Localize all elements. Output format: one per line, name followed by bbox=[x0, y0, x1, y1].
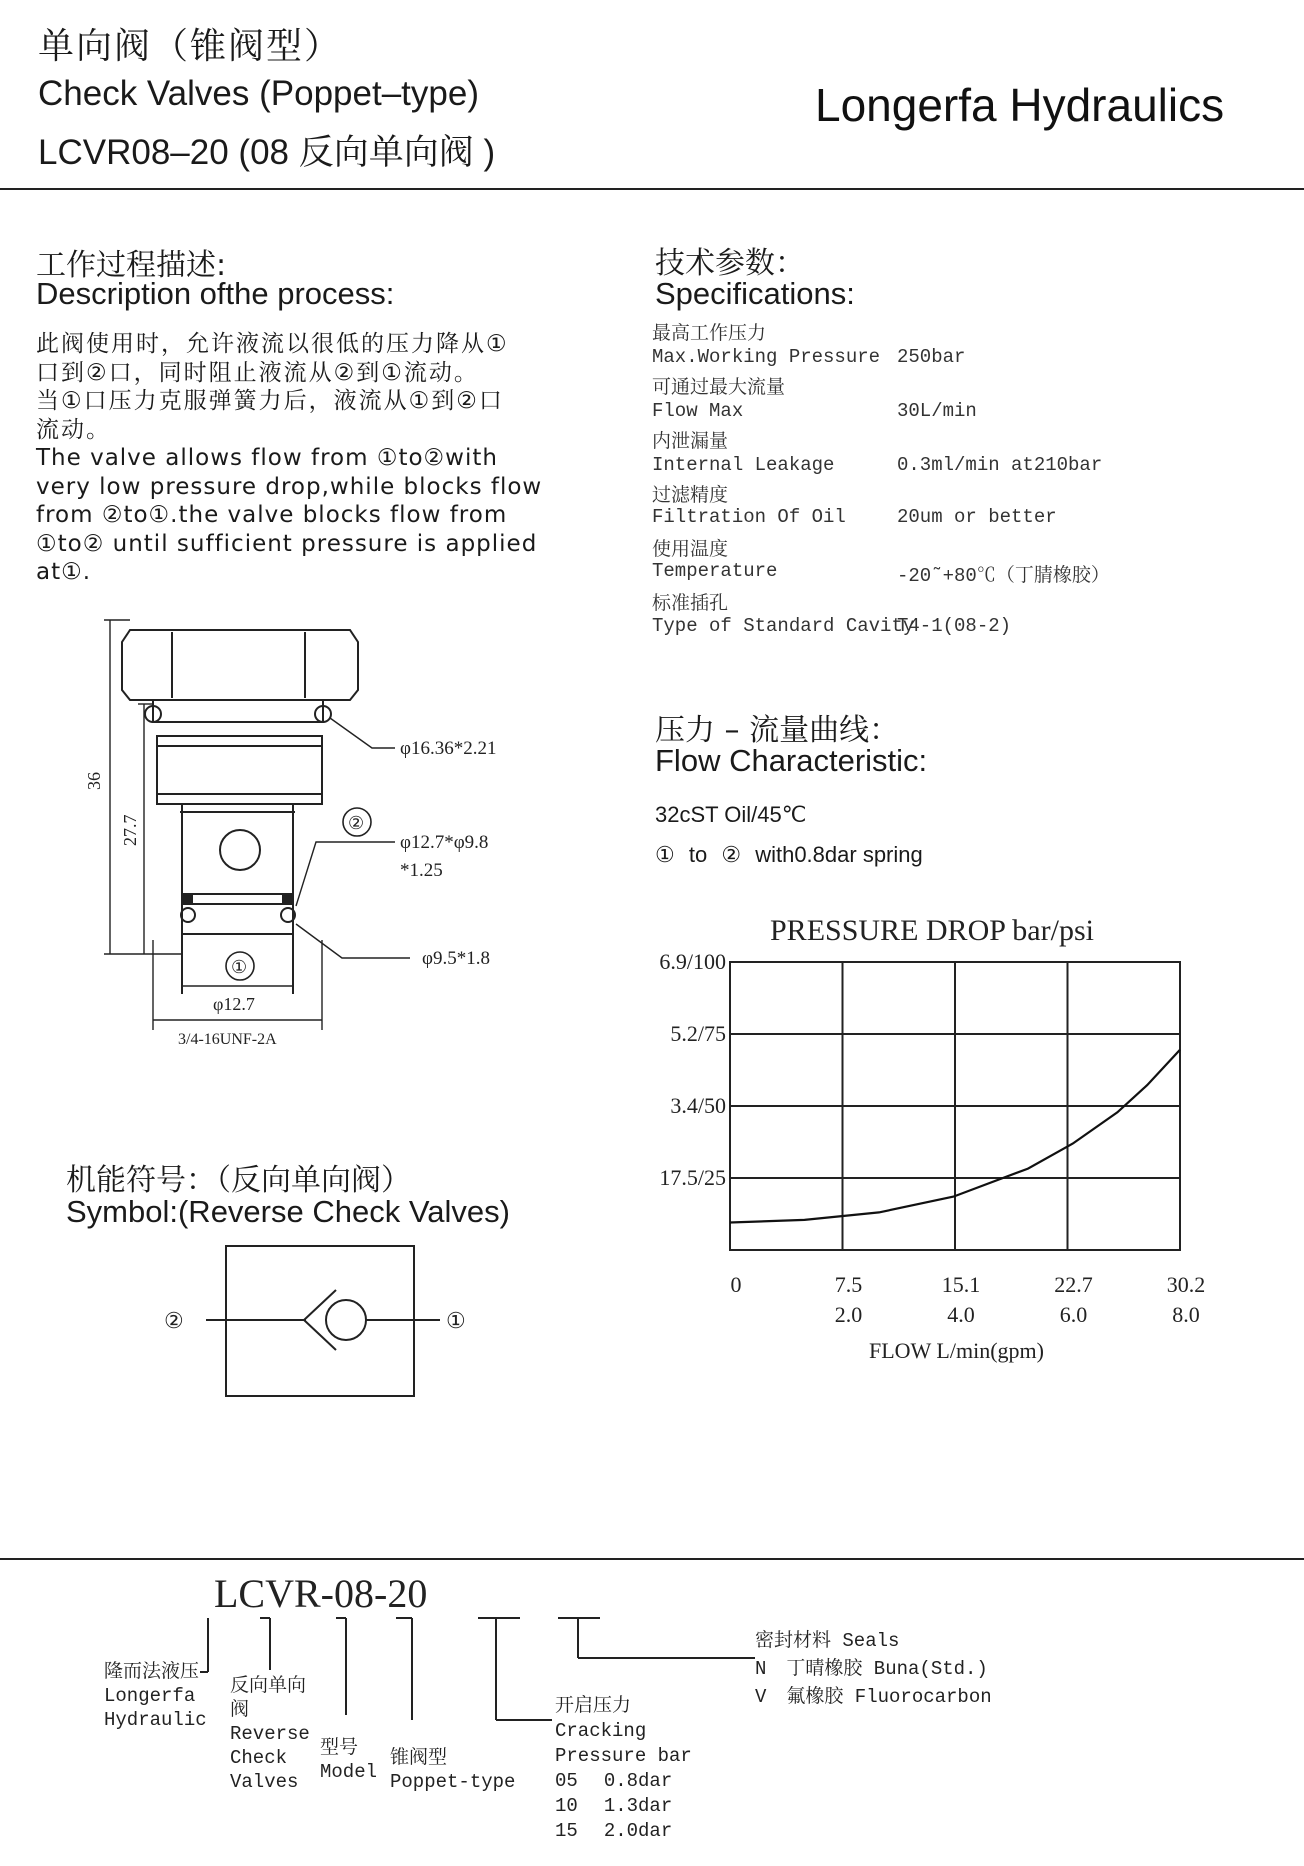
order-cracking-option bbox=[555, 1769, 692, 1794]
option-value: 丁晴橡胶 Buna(Std.) bbox=[786, 1658, 988, 1680]
chart-y-tick-label: 17.5/25 bbox=[659, 1165, 726, 1190]
spec-label-zh: 可通过最大流量 bbox=[652, 376, 786, 398]
cross-hole bbox=[220, 830, 260, 870]
option-code: 15 bbox=[555, 1820, 578, 1842]
spec-label-zh: 标准插孔 bbox=[652, 592, 729, 614]
order-poppet-en: Poppet-type bbox=[390, 1771, 516, 1793]
symbol-port-left: ② bbox=[164, 1308, 184, 1333]
chart-x-tick-label: 30.2 bbox=[1166, 1272, 1206, 1297]
chart-x-tick-label: 0 bbox=[730, 1272, 742, 1297]
spring-spec bbox=[655, 842, 923, 868]
title-en: Check Valves (Poppet–type) bbox=[38, 74, 479, 113]
spec-label-zh: 使用温度 bbox=[652, 538, 729, 560]
spec-value: 20um or better bbox=[897, 506, 1057, 528]
order-seal-option bbox=[755, 1683, 992, 1711]
spec-label-en: Max.Working Pressure bbox=[652, 346, 881, 368]
option-value: 0.8dar bbox=[603, 1770, 673, 1792]
order-cracking-zh: 开启压力 bbox=[555, 1695, 632, 1717]
description-line: ①to② until sufficient pressure is applied bbox=[36, 530, 538, 557]
brand-name: Longerfa Hydraulics bbox=[815, 79, 1225, 131]
drawing-port-2: ② bbox=[348, 813, 365, 833]
dim-27-7-label: 27.7 bbox=[120, 814, 140, 846]
ordering-divider bbox=[0, 1558, 1304, 1560]
flow-heading-en: Flow Characteristic: bbox=[655, 743, 928, 778]
spec-value: 0.3ml/min at210bar bbox=[897, 454, 1103, 476]
symbol-heading-zh: 机能符号：（反向单向阀） bbox=[66, 1163, 411, 1198]
order-poppet-label bbox=[390, 1746, 515, 1794]
spec-label-en: Type of Standard Cavity bbox=[652, 615, 915, 637]
spec-label-en: Internal Leakage bbox=[652, 454, 835, 476]
chart-x-label: FLOW L/min(gpm) bbox=[869, 1338, 1044, 1363]
chart-y-ticks bbox=[659, 949, 726, 1190]
specs-heading-en: Specifications: bbox=[655, 276, 855, 311]
option-code: V bbox=[755, 1686, 767, 1708]
chart-x-tick-label-gpm: 6.0 bbox=[1059, 1302, 1088, 1327]
seal-low-callout: φ9.5*1.8 bbox=[422, 948, 490, 969]
order-type-en-3: Valves bbox=[230, 1771, 299, 1793]
order-brand-zh: 隆而法液压 bbox=[104, 1661, 200, 1683]
chart-x-tick-label: 7.5 bbox=[834, 1272, 863, 1297]
order-type-zh-2: 阀 bbox=[230, 1699, 250, 1721]
chart-x-tick-label: 22.7 bbox=[1054, 1272, 1093, 1297]
order-cracking-option bbox=[555, 1794, 692, 1819]
option-code: 10 bbox=[555, 1795, 578, 1817]
symbol-port-right: ① bbox=[446, 1308, 466, 1333]
description-heading-zh: 工作过程描述: bbox=[36, 248, 227, 283]
option-code: 05 bbox=[555, 1770, 578, 1792]
option-value: 1.3dar bbox=[603, 1795, 673, 1817]
option-value: 2.0dar bbox=[603, 1820, 673, 1842]
order-type-en-1: Reverse bbox=[230, 1723, 310, 1745]
symbol-ball bbox=[326, 1300, 366, 1340]
order-brand-label bbox=[104, 1660, 207, 1732]
valve-cross-section-drawing bbox=[50, 610, 570, 1070]
description-line: 口到②口，同时阻止液流从②到①流动。 bbox=[36, 359, 479, 386]
order-seals-heading: 密封材料 Seals bbox=[755, 1630, 900, 1652]
spec-value: T4-1(08-2) bbox=[897, 615, 1012, 637]
description-line: 流动。 bbox=[36, 416, 111, 443]
option-value: 氟橡胶 Fluorocarbon bbox=[786, 1686, 992, 1708]
order-type-label bbox=[230, 1674, 310, 1794]
order-seals-label bbox=[755, 1627, 992, 1711]
spring-port-to: ② bbox=[721, 842, 742, 867]
chart-x-tick-label-gpm: 2.0 bbox=[834, 1302, 863, 1327]
o-ring-low-left bbox=[181, 908, 195, 922]
spec-value: 30L/min bbox=[897, 400, 977, 422]
header-divider bbox=[0, 188, 1304, 190]
seal-mid-callout: φ12.7*φ9.8 bbox=[400, 832, 489, 853]
order-cracking-label bbox=[555, 1694, 692, 1844]
title-zh: 单向阀（锥阀型） bbox=[38, 26, 343, 67]
description-line: at①. bbox=[36, 559, 92, 585]
dim-12-7-label: φ12.7 bbox=[213, 994, 255, 1014]
description-heading-en: Description ofthe process: bbox=[36, 276, 395, 311]
drawing-port-1: ① bbox=[231, 957, 248, 977]
chart-y-tick-label: 5.2/75 bbox=[670, 1021, 726, 1046]
spec-value: -20˜+80℃（丁腈橡胶） bbox=[897, 565, 1110, 587]
spring-port-from: ① bbox=[655, 842, 675, 867]
description-line: very low pressure drop,while blocks flow bbox=[36, 473, 543, 500]
chart-y-tick-label: 3.4/50 bbox=[670, 1093, 726, 1118]
spec-label-zh: 内泄漏量 bbox=[652, 430, 729, 452]
order-seal-option bbox=[755, 1655, 992, 1683]
symbol-heading-en: Symbol:(Reverse Check Valves) bbox=[66, 1194, 510, 1229]
order-type-en-2: Check bbox=[230, 1747, 288, 1769]
pressure-drop-chart bbox=[630, 900, 1230, 1370]
spec-label-en: Filtration Of Oil bbox=[652, 506, 846, 528]
order-model-zh: 型号 bbox=[320, 1737, 359, 1759]
description-line: from ②to①.the valve blocks flow from bbox=[36, 502, 508, 528]
spring-text: with0.8dar spring bbox=[755, 842, 923, 867]
spec-label-en: Temperature bbox=[652, 560, 778, 582]
specs-list bbox=[652, 318, 1132, 648]
order-cracking-en-1: Cracking bbox=[555, 1720, 647, 1742]
chart-x-ticks bbox=[731, 1272, 1206, 1327]
model-line: LCVR08–20 (08 反向单向阀 ) bbox=[38, 133, 496, 172]
seal-top-callout: φ16.36*2.21 bbox=[400, 738, 497, 759]
description-text bbox=[36, 330, 550, 587]
spec-label-en: Flow Max bbox=[652, 400, 744, 422]
chart-x-tick-label-gpm: 8.0 bbox=[1172, 1302, 1200, 1327]
description-line: 此阀使用时，允许液流以很低的压力降从① bbox=[36, 331, 509, 357]
spec-value: 250bar bbox=[897, 346, 966, 368]
description-line: 当①口压力克服弹簧力后，液流从①到②口 bbox=[36, 388, 504, 414]
dim-36-label: 36 bbox=[84, 772, 104, 790]
option-code: N bbox=[755, 1658, 767, 1680]
specs-heading-zh: 技术参数： bbox=[655, 246, 805, 281]
order-type-zh-1: 反向单向 bbox=[230, 1675, 307, 1697]
chart-grid bbox=[730, 962, 1180, 1250]
oil-spec: 32cST Oil/45℃ bbox=[655, 802, 807, 827]
spec-label-zh: 最高工作压力 bbox=[652, 322, 767, 344]
chart-x-tick-label-gpm: 4.0 bbox=[947, 1302, 975, 1327]
order-poppet-zh: 锥阀型 bbox=[390, 1747, 448, 1769]
chart-y-tick-label: 6.9/100 bbox=[659, 949, 726, 974]
order-brand-en-2: Hydraulic bbox=[104, 1709, 207, 1731]
order-model-en: Model bbox=[320, 1761, 378, 1783]
chart-x-tick-label: 15.1 bbox=[941, 1272, 981, 1297]
flow-heading-zh: 压力 – 流量曲线： bbox=[655, 713, 900, 748]
order-cracking-en-2: Pressure bar bbox=[555, 1745, 692, 1767]
seal-mid-callout-2: *1.25 bbox=[400, 860, 443, 881]
thread-label: 3/4-16UNF-2A bbox=[178, 1031, 277, 1048]
spec-label-zh: 过滤精度 bbox=[652, 484, 729, 506]
order-cracking-option bbox=[555, 1819, 692, 1844]
description-line: The valve allows flow from ①to②with bbox=[36, 445, 498, 471]
hex-nut-shape bbox=[122, 630, 358, 700]
order-brand-en-1: Longerfa bbox=[104, 1685, 196, 1707]
order-model-label bbox=[320, 1736, 377, 1784]
chart-title: PRESSURE DROP bar/psi bbox=[770, 914, 1094, 947]
order-code-model: LCVR-08-20 bbox=[214, 1571, 428, 1616]
check-valve-symbol bbox=[150, 1240, 490, 1410]
spring-to-word: to bbox=[688, 842, 708, 867]
